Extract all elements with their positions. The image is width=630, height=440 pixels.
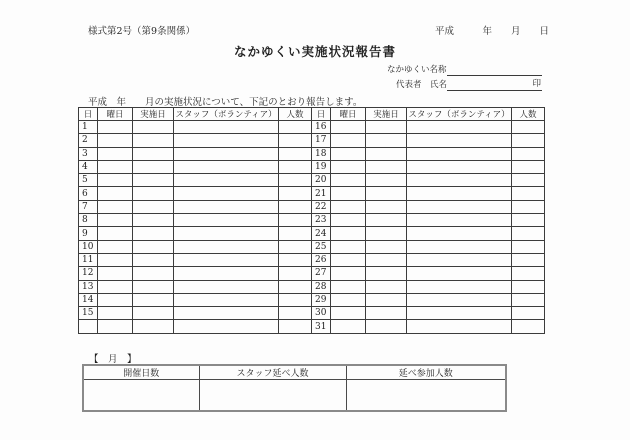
- entry-cell: [331, 240, 366, 253]
- column-header: スタッフ（ボランティア）: [174, 108, 279, 121]
- day-number-cell: 11: [79, 253, 98, 266]
- facility-name-underline: [447, 65, 542, 76]
- table-row: [79, 307, 545, 320]
- entry-cell: [174, 121, 279, 134]
- entry-cell: [407, 121, 512, 134]
- main-table-body: [79, 121, 545, 334]
- entry-cell: [98, 187, 133, 200]
- summary-value-cell: [83, 380, 199, 411]
- entry-cell: [331, 134, 366, 147]
- table-row: [79, 174, 545, 187]
- entry-cell: [133, 280, 174, 293]
- entry-cell: [279, 280, 312, 293]
- table-row: [79, 160, 545, 173]
- entry-cell: [133, 147, 174, 160]
- summary-value-cell: [346, 380, 506, 411]
- entry-cell: [174, 280, 279, 293]
- entry-cell: [512, 293, 545, 306]
- entry-cell: [174, 200, 279, 213]
- entry-cell: [174, 227, 279, 240]
- day-number-cell: 25: [312, 240, 331, 253]
- entry-cell: [407, 227, 512, 240]
- entry-cell: [133, 240, 174, 253]
- entry-cell: [133, 200, 174, 213]
- entry-cell: [366, 200, 407, 213]
- daily-record-table: [78, 107, 545, 334]
- day-number-cell: 22: [312, 200, 331, 213]
- entry-cell: [133, 253, 174, 266]
- entry-cell: [366, 160, 407, 173]
- table-row: [79, 147, 545, 160]
- entry-cell: [133, 121, 174, 134]
- entry-cell: [279, 214, 312, 227]
- entry-cell: [98, 134, 133, 147]
- entry-cell: [174, 214, 279, 227]
- entry-cell: [133, 320, 174, 333]
- table-row: [79, 187, 545, 200]
- entry-cell: [512, 320, 545, 333]
- summary-column-header: 開催日数: [83, 365, 199, 380]
- table-row: [79, 320, 545, 333]
- entry-cell: [279, 174, 312, 187]
- summary-column-header: スタッフ延べ人数: [199, 365, 346, 380]
- entry-cell: [407, 240, 512, 253]
- day-number-cell: 14: [79, 293, 98, 306]
- entry-cell: [279, 307, 312, 320]
- entry-cell: [98, 200, 133, 213]
- table-row: [79, 227, 545, 240]
- day-number-cell: 20: [312, 174, 331, 187]
- entry-cell: [512, 253, 545, 266]
- entry-cell: [366, 240, 407, 253]
- entry-cell: [279, 267, 312, 280]
- entry-cell: [407, 187, 512, 200]
- representative-name-underline: [447, 80, 531, 91]
- entry-cell: [98, 293, 133, 306]
- day-number-cell: 23: [312, 214, 331, 227]
- entry-cell: [366, 134, 407, 147]
- entry-cell: [407, 280, 512, 293]
- column-header: 日: [79, 108, 98, 121]
- day-number-cell: 24: [312, 227, 331, 240]
- entry-cell: [98, 214, 133, 227]
- entry-cell: [512, 267, 545, 280]
- entry-cell: [366, 320, 407, 333]
- report-statement: 平成 年 月の実施状況について、下記のとおり報告します。: [88, 97, 363, 108]
- representative-name-field: [396, 79, 542, 91]
- entry-cell: [331, 174, 366, 187]
- entry-cell: [279, 121, 312, 134]
- entry-cell: [279, 227, 312, 240]
- table-row: [79, 280, 545, 293]
- seal-label: 印: [532, 79, 541, 89]
- column-header: 人数: [279, 108, 312, 121]
- entry-cell: [407, 134, 512, 147]
- summary-value-row: [83, 380, 506, 411]
- entry-cell: [174, 307, 279, 320]
- day-number-cell: [79, 320, 98, 333]
- entry-cell: [366, 267, 407, 280]
- entry-cell: [512, 147, 545, 160]
- entry-cell: [133, 293, 174, 306]
- entry-cell: [279, 253, 312, 266]
- day-number-cell: 28: [312, 280, 331, 293]
- entry-cell: [174, 320, 279, 333]
- entry-cell: [133, 187, 174, 200]
- entry-cell: [133, 267, 174, 280]
- summary-column-header: 延べ参加人数: [346, 365, 506, 380]
- day-number-cell: 9: [79, 227, 98, 240]
- entry-cell: [174, 187, 279, 200]
- entry-cell: [331, 187, 366, 200]
- day-number-cell: 7: [79, 200, 98, 213]
- entry-cell: [98, 121, 133, 134]
- entry-cell: [279, 134, 312, 147]
- entry-cell: [366, 174, 407, 187]
- entry-cell: [512, 160, 545, 173]
- entry-cell: [133, 307, 174, 320]
- entry-cell: [331, 307, 366, 320]
- day-number-cell: 17: [312, 134, 331, 147]
- entry-cell: [512, 214, 545, 227]
- day-number-cell: 27: [312, 267, 331, 280]
- entry-cell: [174, 134, 279, 147]
- table-row: [79, 200, 545, 213]
- entry-cell: [98, 307, 133, 320]
- day-number-cell: 29: [312, 293, 331, 306]
- entry-cell: [133, 134, 174, 147]
- entry-cell: [366, 307, 407, 320]
- column-header: 実施日: [133, 108, 174, 121]
- entry-cell: [366, 121, 407, 134]
- entry-cell: [407, 307, 512, 320]
- column-header: 日: [312, 108, 331, 121]
- entry-cell: [512, 307, 545, 320]
- day-number-cell: 26: [312, 253, 331, 266]
- entry-cell: [133, 214, 174, 227]
- entry-cell: [512, 240, 545, 253]
- entry-cell: [98, 320, 133, 333]
- day-number-cell: 21: [312, 187, 331, 200]
- entry-cell: [133, 174, 174, 187]
- entry-cell: [366, 214, 407, 227]
- entry-cell: [331, 160, 366, 173]
- entry-cell: [279, 240, 312, 253]
- table-row: [79, 134, 545, 147]
- entry-cell: [512, 280, 545, 293]
- entry-cell: [331, 147, 366, 160]
- form-number: 様式第2号（第9条関係）: [88, 26, 196, 37]
- entry-cell: [279, 200, 312, 213]
- entry-cell: [512, 134, 545, 147]
- table-row: [79, 267, 545, 280]
- entry-cell: [331, 227, 366, 240]
- entry-cell: [512, 121, 545, 134]
- column-header: スタッフ（ボランティア）: [407, 108, 512, 121]
- day-number-cell: 30: [312, 307, 331, 320]
- day-number-cell: 3: [79, 147, 98, 160]
- day-number-cell: 18: [312, 147, 331, 160]
- entry-cell: [512, 174, 545, 187]
- entry-cell: [174, 147, 279, 160]
- entry-cell: [366, 147, 407, 160]
- day-number-cell: 6: [79, 187, 98, 200]
- entry-cell: [407, 253, 512, 266]
- table-row: [79, 121, 545, 134]
- entry-cell: [174, 240, 279, 253]
- entry-cell: [366, 280, 407, 293]
- day-number-cell: 8: [79, 214, 98, 227]
- entry-cell: [331, 200, 366, 213]
- day-number-cell: 15: [79, 307, 98, 320]
- facility-name-label: なかゆくい名称: [387, 65, 447, 75]
- entry-cell: [512, 200, 545, 213]
- entry-cell: [98, 253, 133, 266]
- main-table-header-row: [79, 108, 545, 121]
- entry-cell: [98, 240, 133, 253]
- entry-cell: [174, 253, 279, 266]
- entry-cell: [98, 227, 133, 240]
- entry-cell: [174, 160, 279, 173]
- entry-cell: [174, 267, 279, 280]
- day-number-cell: 5: [79, 174, 98, 187]
- entry-cell: [407, 174, 512, 187]
- facility-name-field: [387, 65, 542, 76]
- entry-cell: [407, 320, 512, 333]
- day-number-cell: 10: [79, 240, 98, 253]
- entry-cell: [98, 174, 133, 187]
- table-row: [79, 253, 545, 266]
- day-number-cell: 31: [312, 320, 331, 333]
- entry-cell: [407, 267, 512, 280]
- entry-cell: [407, 214, 512, 227]
- entry-cell: [98, 280, 133, 293]
- day-number-cell: 13: [79, 280, 98, 293]
- column-header: 曜日: [98, 108, 133, 121]
- column-header: 曜日: [331, 108, 366, 121]
- day-number-cell: 19: [312, 160, 331, 173]
- entry-cell: [512, 227, 545, 240]
- day-number-cell: 16: [312, 121, 331, 134]
- entry-cell: [98, 147, 133, 160]
- entry-cell: [279, 160, 312, 173]
- entry-cell: [407, 293, 512, 306]
- entry-cell: [331, 253, 366, 266]
- entry-cell: [331, 121, 366, 134]
- table-row: [79, 240, 545, 253]
- representative-label: 代表者 氏名: [396, 80, 448, 90]
- entry-cell: [331, 320, 366, 333]
- entry-cell: [279, 293, 312, 306]
- day-number-cell: 12: [79, 267, 98, 280]
- summary-header-row: [83, 365, 506, 380]
- entry-cell: [407, 147, 512, 160]
- entry-cell: [331, 214, 366, 227]
- day-number-cell: 4: [79, 160, 98, 173]
- month-bracket-label: 【 月 】: [89, 354, 137, 365]
- date-line: 平成 年 月 日: [434, 26, 549, 37]
- table-row: [79, 293, 545, 306]
- column-header: 人数: [512, 108, 545, 121]
- entry-cell: [512, 187, 545, 200]
- entry-cell: [174, 293, 279, 306]
- entry-cell: [279, 147, 312, 160]
- day-number-cell: 2: [79, 134, 98, 147]
- entry-cell: [279, 187, 312, 200]
- entry-cell: [366, 253, 407, 266]
- summary-value-cell: [199, 380, 346, 411]
- entry-cell: [366, 187, 407, 200]
- entry-cell: [407, 200, 512, 213]
- entry-cell: [174, 174, 279, 187]
- entry-cell: [133, 227, 174, 240]
- column-header: 実施日: [366, 108, 407, 121]
- entry-cell: [366, 293, 407, 306]
- entry-cell: [331, 280, 366, 293]
- entry-cell: [133, 160, 174, 173]
- entry-cell: [331, 267, 366, 280]
- entry-cell: [366, 227, 407, 240]
- entry-cell: [279, 320, 312, 333]
- monthly-summary-table: [82, 364, 507, 412]
- table-row: [79, 214, 545, 227]
- entry-cell: [407, 160, 512, 173]
- entry-cell: [98, 160, 133, 173]
- entry-cell: [331, 293, 366, 306]
- entry-cell: [98, 267, 133, 280]
- page-title: なかゆくい実施状況報告書: [233, 44, 396, 59]
- day-number-cell: 1: [79, 121, 98, 134]
